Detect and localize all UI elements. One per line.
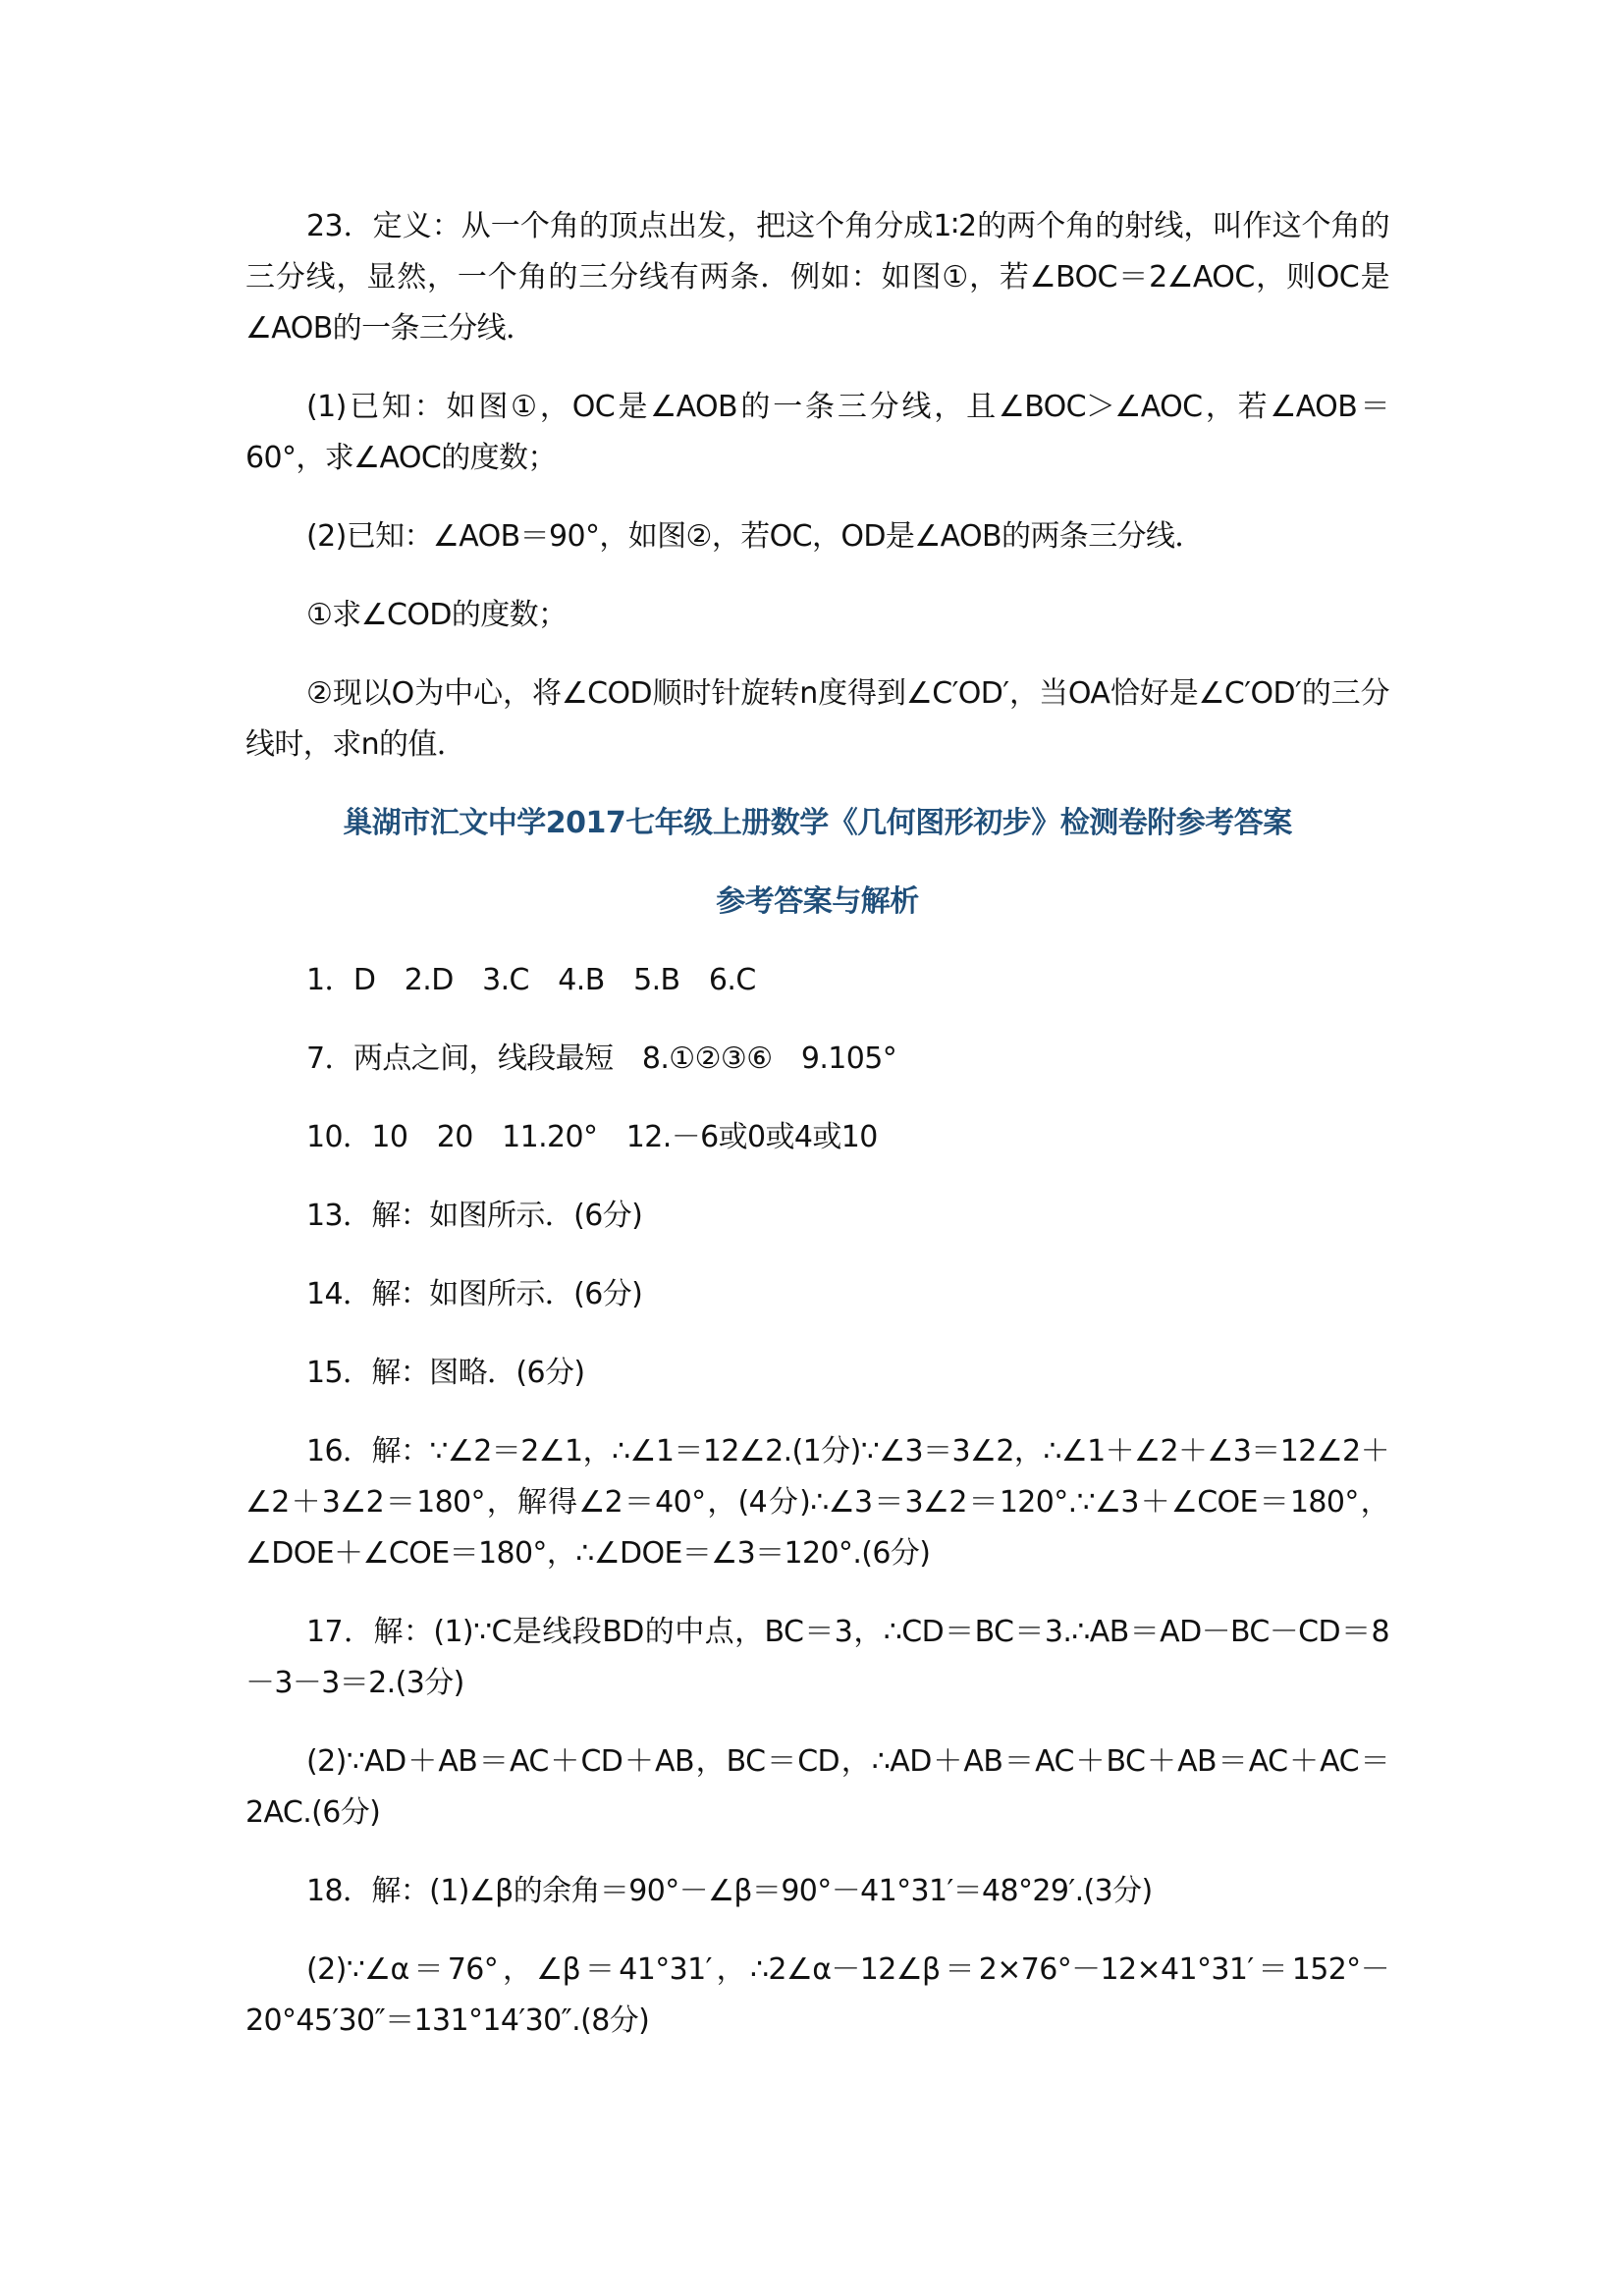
q23-part2-sub1: ①求∠COD的度数； (306, 598, 568, 632)
q23-part2-sub2: ②现以O为中心，将∠COD顺时针旋转n度得到∠C′OD′，当OA恰好是∠C′OD′的三分线时，求n的值． (245, 676, 1389, 762)
answer-line-13: 13．解：如图所示．(6分) (306, 1199, 643, 1233)
answer-subtitle: 参考答案与解析 (716, 884, 919, 919)
answer-title: 巢湖市汇文中学2017七年级上册数学《几何图形初步》检测卷附参考答案 (343, 806, 1292, 840)
q23-part1: (1)已知：如图①，OC是∠AOB的一条三分线，且∠BOC＞∠AOC，若∠AOB＝60°，求∠AOC的度数； (245, 390, 1389, 475)
answer-q17-part1: 17．解：(1)∵C是线段BD的中点，BC＝3，∴CD＝BC＝3.∴AB＝AD－BC－CD＝8－3－3＝2.(3分) (245, 1615, 1389, 1700)
answer-q18-part2: (2)∵∠α＝76°，∠β＝41°31′，∴2∠α－12∠β＝2×76°－12×41°31′＝152°－20°45′30″＝131°14′30″.(8分) (245, 1952, 1389, 2038)
answer-q18-part1: 18．解：(1)∠β的余角＝90°－∠β＝90°－41°31′＝48°29′.(3分) (306, 1874, 1153, 1908)
q23-part2: (2)已知：∠AOB＝90°，如图②，若OC，OD是∠AOB的两条三分线． (306, 519, 1204, 554)
answer-line-1-6: 1．D 2.D 3.C 4.B 5.B 6.C (306, 963, 756, 997)
answer-line-15: 15．解：图略．(6分) (306, 1356, 585, 1390)
document-page (245, 201, 1389, 2074)
answer-q16: 16．解：∵∠2＝2∠1，∴∠1＝12∠2.(1分)∵∠3＝3∠2，∴∠1＋∠2＋∠3＝12∠2＋∠2＋3∠2＝180°，解得∠2＝40°，(4分)∴∠3＝3∠2＝120°.∵∠3＋∠COE＝180°，∠DOE＋∠COE＝180°，∴∠DOE＝∠3＝120°.(6分) (245, 1434, 1389, 1571)
answer-line-10-12: 10．10 20 11.20° 12.－6或0或4或10 (306, 1120, 878, 1154)
answer-q17-part2: (2)∵AD＋AB＝AC＋CD＋AB，BC＝CD，∴AD＋AB＝AC＋BC＋AB＝AC＋AC＝2AC.(6分) (245, 1744, 1389, 1830)
q23-intro: 23．定义：从一个角的顶点出发，把这个角分成1∶2的两个角的射线，叫作这个角的三分线，显然，一个角的三分线有两条．例如：如图①，若∠BOC＝2∠AOC，则OC是∠AOB的一条三分线． (245, 209, 1389, 346)
answer-line-14: 14．解：如图所示．(6分) (306, 1277, 643, 1311)
answer-line-7-9: 7．两点之间，线段最短 8.①②③⑥ 9.105° (306, 1041, 897, 1076)
